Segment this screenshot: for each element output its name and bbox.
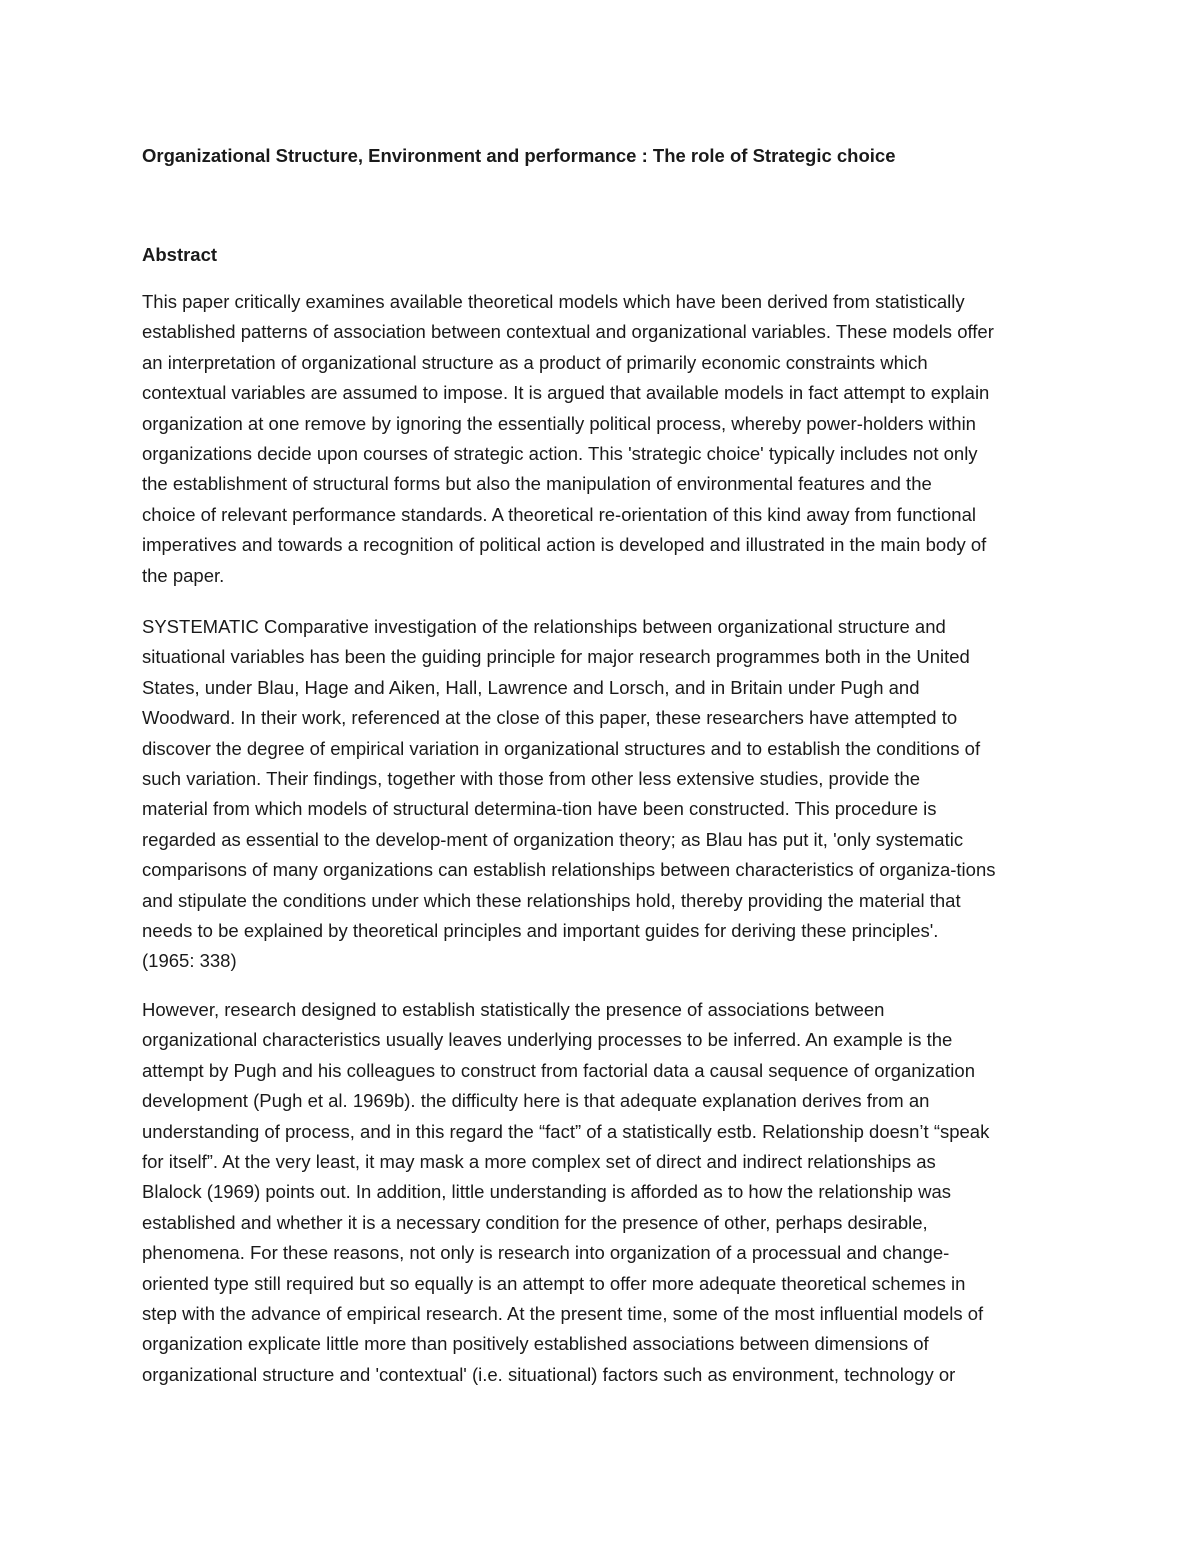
text-line: understanding of process, and in this regard the “fact” of a statistically estb. Relationship doesn’t “speak <box>142 1120 990 1142</box>
text-line: for itself”. At the very least, it may mask a more complex set of direct and indirect relationships as <box>142 1150 936 1172</box>
text-line: Blalock (1969) points out. In addition, little understanding is afforded as to how the relationship was <box>142 1181 952 1203</box>
text-line: Woodward. In their work, referenced at the close of this paper, these researchers have attempted to <box>142 707 958 729</box>
text-line: the establishment of structural forms but also the manipulation of environmental features and the <box>142 473 932 495</box>
text-line: States, under Blau, Hage and Aiken, Hall, Lawrence and Lorsch, and in Britain under Pugh and <box>142 676 920 698</box>
text-line: contextual variables are assumed to impose. It is argued that available models in fact attempt to explain <box>142 382 990 404</box>
text-line: imperatives and towards a recognition of political action is developed and illustrated in the main body of <box>142 534 987 556</box>
text-line: discover the degree of empirical variation in organizational structures and to establish the conditions of <box>142 737 981 759</box>
text-line: organization at one remove by ignoring the essentially political process, whereby power-holders within <box>142 412 976 434</box>
text-line: attempt by Pugh and his colleagues to construct from factorial data a causal sequence of organization <box>142 1059 975 1081</box>
text-line: needs to be explained by theoretical principles and important guides for deriving these principles'. <box>142 919 939 941</box>
text-line: regarded as essential to the develop-ment of organization theory; as Blau has put it, 'only systematic <box>142 828 964 850</box>
text-line: established patterns of association between contextual and organizational variables. These models offer <box>142 321 994 343</box>
text-line: step with the advance of empirical research. At the present time, some of the most influential models of <box>142 1302 984 1324</box>
document-title: Organizational Structure, Environment and performance : The role of Strategic choice <box>142 145 896 166</box>
text-line: development (Pugh et al. 1969b). the difficulty here is that adequate explanation derives from an <box>142 1090 930 1112</box>
abstract-paragraph <box>142 287 1067 591</box>
text-line: SYSTEMATIC Comparative investigation of the relationships between organizational structure and <box>142 616 946 637</box>
text-line: organization explicate little more than positively established associations between dimensions of <box>142 1333 929 1355</box>
text-line: organizational characteristics usually leaves underlying processes to be inferred. An example is the <box>142 1029 953 1051</box>
abstract-heading: Abstract <box>142 244 218 265</box>
text-line: (1965: 338) <box>142 950 237 972</box>
text-line: material from which models of structural determina-tion have been constructed. This procedure is <box>142 798 937 820</box>
text-line: organizations decide upon courses of strategic action. This 'strategic choice' typically includes not only <box>142 442 978 464</box>
text-line: oriented type still required but so equally is an attempt to offer more adequate theoretical schemes in <box>142 1272 966 1294</box>
text-line: established and whether it is a necessary condition for the presence of other, perhaps desirable, <box>142 1211 928 1233</box>
discussion-paragraph <box>142 995 1067 1390</box>
text-line: organizational structure and 'contextual' (i.e. situational) factors such as environment, technology or <box>142 1363 956 1385</box>
text-line: This paper critically examines available theoretical models which have been derived from statistically <box>142 291 965 312</box>
text-line: However, research designed to establish statistically the presence of associations between <box>142 999 885 1020</box>
text-line: an interpretation of organizational structure as a product of primarily economic constraints which <box>142 351 928 373</box>
text-line: comparisons of many organizations can establish relationships between characteristics of organiza-tions <box>142 859 996 881</box>
text-line: and stipulate the conditions under which these relationships hold, thereby providing the material that <box>142 889 961 911</box>
text-line: situational variables has been the guiding principle for major research programmes both in the United <box>142 646 970 668</box>
text-line: such variation. Their findings, together with those from other less extensive studies, provide the <box>142 767 921 789</box>
text-line: choice of relevant performance standards. A theoretical re-orientation of this kind away from functional <box>142 503 976 525</box>
text-line: phenomena. For these reasons, not only is research into organization of a processual and change- <box>142 1242 950 1264</box>
text-line: the paper. <box>142 564 225 586</box>
introduction-paragraph <box>142 612 1067 977</box>
